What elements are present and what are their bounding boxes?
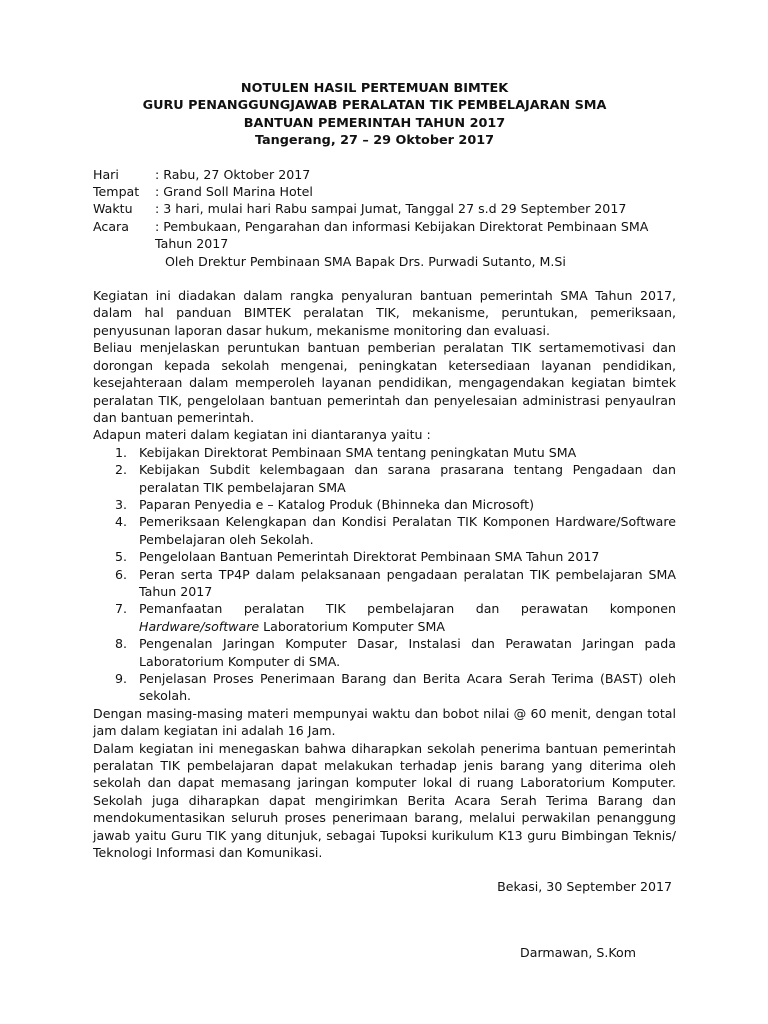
list-item-text: Peran serta TP4P dalam pelaksanaan pengadaan peralatan TIK pembelajaran SMA Tahun 2017 <box>139 566 676 599</box>
paragraph-conclusion: Dalam kegiatan ini menegaskan bahwa diharapkan sekolah penerima bantuan pemerintah peralatan TIK pembelajaran dapat melakukan terhadap jenis barang yang diterima oleh sekolah dan dapat memasang jaringan komputer lokal di ruang Laboratorium Komputer. Sekolah juga diharapkan dapat mengirimkan Berita Acara Serah Terima Barang dan mendokumentasikan seluruh proses penerimaan barang, melalui perwakilan penanggung jawab yaitu Guru TIK yang ditunjuk, sebagai Tupoksi kurikulum K13 guru Bimbingan Teknis/ Teknologi Informasi dan Komunikasi. <box>93 740 676 861</box>
list-item-number: 2. <box>115 462 128 478</box>
document-body <box>93 80 676 961</box>
meta-label-tempat: Tempat <box>93 184 140 200</box>
list-item-number: 9. <box>115 671 128 686</box>
list-item-text <box>139 600 676 635</box>
signature-place-date: Bekasi, 30 September 2017 <box>497 879 672 895</box>
list-item-text: Pengenalan Jaringan Komputer Dasar, Instalasi dan Perawatan Jaringan pada Laboratorium Komputer di SMA. <box>139 636 676 669</box>
list-item <box>115 670 676 705</box>
materi-list <box>93 444 676 705</box>
meta-value-acara-line2: Oleh Drektur Pembinaan SMA Bapak Drs. Purwadi Sutanto, M.Si <box>165 253 566 269</box>
meta-row-waktu <box>93 200 676 217</box>
document-title <box>73 80 676 150</box>
meeting-info <box>93 166 676 270</box>
list-item-number: 8. <box>115 636 128 652</box>
meta-label-hari: Hari <box>93 166 119 182</box>
meta-value-hari: : Rabu, 27 Oktober 2017 <box>155 166 311 182</box>
list-item <box>115 566 676 601</box>
list-item-text: Pemeriksaan Kelengkapan dan Kondisi Peralatan TIK Komponen Hardware/Software Pembelajaran oleh Sekolah. <box>139 514 676 547</box>
meta-label-acara: Acara <box>93 218 129 234</box>
meta-value-waktu: : 3 hari, mulai hari Rabu sampai Jumat, Tanggal 27 s.d 29 September 2017 <box>155 201 627 217</box>
meta-label-waktu: Waktu <box>93 201 133 217</box>
meta-value-tempat: : Grand Soll Marina Hotel <box>155 184 313 200</box>
meta-row-acara <box>93 218 676 270</box>
paragraph-intro: Kegiatan ini diadakan dalam rangka penyaluran bantuan pemerintah SMA Tahun 2017, dalam hal panduan BIMTEK peralatan TIK, mekanisme, peruntukan, pemeriksaan, penyusunan laporan dasar hukum, mekanisme monitoring dan evaluasi. <box>93 288 676 338</box>
list-item <box>115 548 676 565</box>
title-line-3: BANTUAN PEMERINTAH TAHUN 2017 <box>243 115 506 131</box>
meta-row-tempat <box>93 183 676 200</box>
list-item-text: Pengelolaan Bantuan Pemerintah Direktorat Pembinaan SMA Tahun 2017 <box>139 549 600 565</box>
title-line-1: NOTULEN HASIL PERTEMUAN BIMTEK <box>240 81 509 96</box>
list-item-text-part: Pemanfaatan peralatan TIK pembelajaran dan perawatan komponen <box>139 601 676 617</box>
meta-value-acara <box>155 218 676 270</box>
list-item-number: 3. <box>115 496 128 512</box>
list-item <box>115 496 676 513</box>
list-item-text-italic: Hardware/software <box>139 618 260 634</box>
list-item-text-part: Laboratorium Komputer SMA <box>259 618 445 634</box>
list-item-number: 5. <box>115 549 128 565</box>
list-item-text: Penjelasan Proses Penerimaan Barang dan Berita Acara Serah Terima (BAST) oleh sekolah. <box>139 671 676 704</box>
list-item-text: Kebijakan Subdit kelembagaan dan sarana prasarana tentang Pengadaan dan peralatan TIK pembelajaran SMA <box>139 462 676 495</box>
title-line-4: Tangerang, 27 – 29 Oktober 2017 <box>254 133 495 149</box>
list-item <box>115 513 676 548</box>
list-item <box>115 444 676 461</box>
paragraph-materi-intro: Adapun materi dalam kegiatan ini diantaranya yaitu : <box>93 427 431 443</box>
list-item-number: 7. <box>115 601 128 617</box>
list-item-number: 6. <box>115 566 128 582</box>
paragraph-explanation: Beliau menjelaskan peruntukan bantuan pemberian peralatan TIK sertamemotivasi dan dorongan kepada sekolah mengenai, peningkatan ketersediaan layanan pendidikan, kesejahteraan dalam memperoleh layanan pendidikan, mengagendakan kegiatan bimtek peralatan TIK, pengelolaan bantuan pemerintah dan penyelesaian administrasi penyaulran dan bantuan pemerintah. <box>93 340 676 425</box>
list-item <box>115 635 676 670</box>
list-item <box>115 600 676 635</box>
list-item-text: Kebijakan Direktorat Pembinaan SMA tentang peningkatan Mutu SMA <box>139 444 577 460</box>
meta-row-hari <box>93 166 676 183</box>
signature-name: Darmawan, S.Kom <box>520 944 636 960</box>
list-item-number: 1. <box>115 444 128 460</box>
list-item-number: 4. <box>115 514 128 530</box>
meta-value-acara-line1: : Pembukaan, Pengarahan dan informasi Kebijakan Direktorat Pembinaan SMA Tahun 2017 <box>155 218 649 252</box>
paragraph-duration: Dengan masing-masing materi mempunyai waktu dan bobot nilai @ 60 menit, dengan total jam dalam kegiatan ini adalah 16 Jam. <box>93 705 676 739</box>
list-item <box>115 461 676 496</box>
title-line-2: GURU PENANGGUNGJAWAB PERALATAN TIK PEMBELAJARAN SMA <box>142 98 607 114</box>
list-item-text: Paparan Penyedia e – Katalog Produk (Bhinneka dan Microsoft) <box>139 496 534 512</box>
